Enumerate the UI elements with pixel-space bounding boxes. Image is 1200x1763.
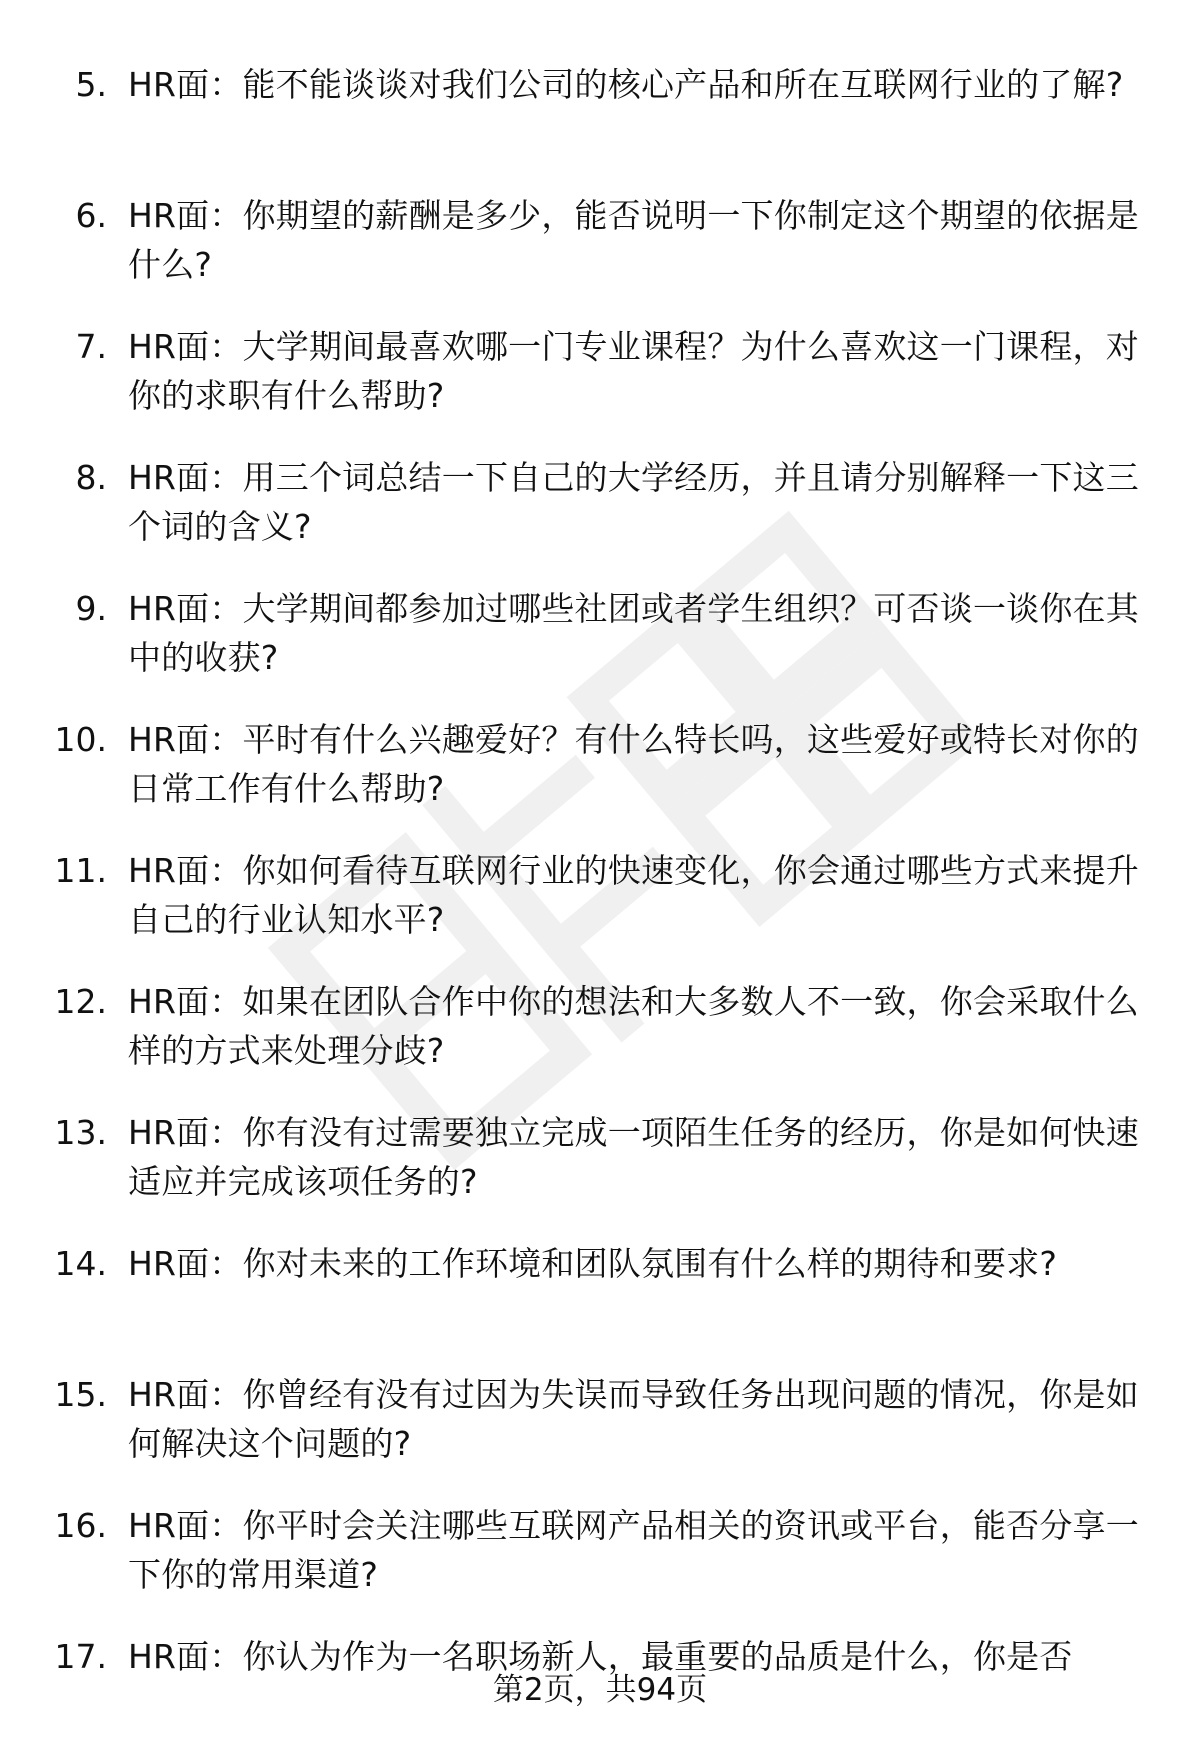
question-number: 14. xyxy=(54,1244,107,1283)
question-item xyxy=(0,191,1200,322)
question-text: HR面：能不能谈谈对我们公司的核心产品和所在互联网行业的了解? xyxy=(128,65,1124,104)
question-item xyxy=(0,60,1200,191)
question-text: HR面：你认为作为一名职场新人，最重要的品质是什么，你是否 xyxy=(128,1637,1073,1676)
question-text: HR面：大学期间最喜欢哪一门专业课程？为什么喜欢这一门课程，对你的求职有什么帮助? xyxy=(128,327,1139,415)
question-item xyxy=(0,1501,1200,1632)
question-text: HR面：平时有什么兴趣爱好？有什么特长吗，这些爱好或特长对你的日常工作有什么帮助? xyxy=(128,720,1139,808)
question-item xyxy=(0,322,1200,453)
question-item xyxy=(0,846,1200,977)
question-text: HR面：你期望的薪酬是多少，能否说明一下你制定这个期望的依据是什么? xyxy=(128,196,1139,284)
question-text: HR面：你有没有过需要独立完成一项陌生任务的经历，你是如何快速适应并完成该项任务的? xyxy=(128,1113,1139,1201)
question-text: HR面：你平时会关注哪些互联网产品相关的资讯或平台，能否分享一下你的常用渠道? xyxy=(128,1506,1139,1594)
question-item xyxy=(0,715,1200,846)
question-number: 7. xyxy=(75,327,107,366)
question-text: HR面：你对未来的工作环境和团队氛围有什么样的期待和要求? xyxy=(128,1244,1058,1283)
question-text: HR面：用三个词总结一下自己的大学经历，并且请分别解释一下这三个词的含义? xyxy=(128,458,1139,546)
question-number: 10. xyxy=(54,720,107,759)
page-footer: 第2页，共94页 xyxy=(492,1672,708,1708)
question-item xyxy=(0,584,1200,715)
question-number: 6. xyxy=(75,196,107,235)
question-number: 15. xyxy=(54,1375,107,1414)
question-item xyxy=(0,1108,1200,1239)
question-text: HR面：你曾经有没有过因为失误而导致任务出现问题的情况，你是如何解决这个问题的? xyxy=(128,1375,1139,1463)
question-number: 9. xyxy=(75,589,107,628)
question-item xyxy=(0,453,1200,584)
question-number: 17. xyxy=(54,1637,107,1676)
question-number: 16. xyxy=(54,1506,107,1545)
question-text: HR面：大学期间都参加过哪些社团或者学生组织？可否谈一谈你在其中的收获? xyxy=(128,589,1139,677)
question-text: HR面：你如何看待互联网行业的快速变化，你会通过哪些方式来提升自己的行业认知水平? xyxy=(128,851,1139,939)
question-number: 13. xyxy=(54,1113,107,1152)
question-item xyxy=(0,1370,1200,1501)
question-item xyxy=(0,977,1200,1108)
question-text: HR面：如果在团队合作中你的想法和大多数人不一致，你会采取什么样的方式来处理分歧? xyxy=(128,982,1139,1070)
question-list xyxy=(0,60,1200,1763)
question-item xyxy=(0,1239,1200,1370)
question-number: 11. xyxy=(54,851,107,890)
question-number: 8. xyxy=(75,458,107,497)
question-number: 12. xyxy=(54,982,107,1021)
question-number: 5. xyxy=(75,65,107,104)
